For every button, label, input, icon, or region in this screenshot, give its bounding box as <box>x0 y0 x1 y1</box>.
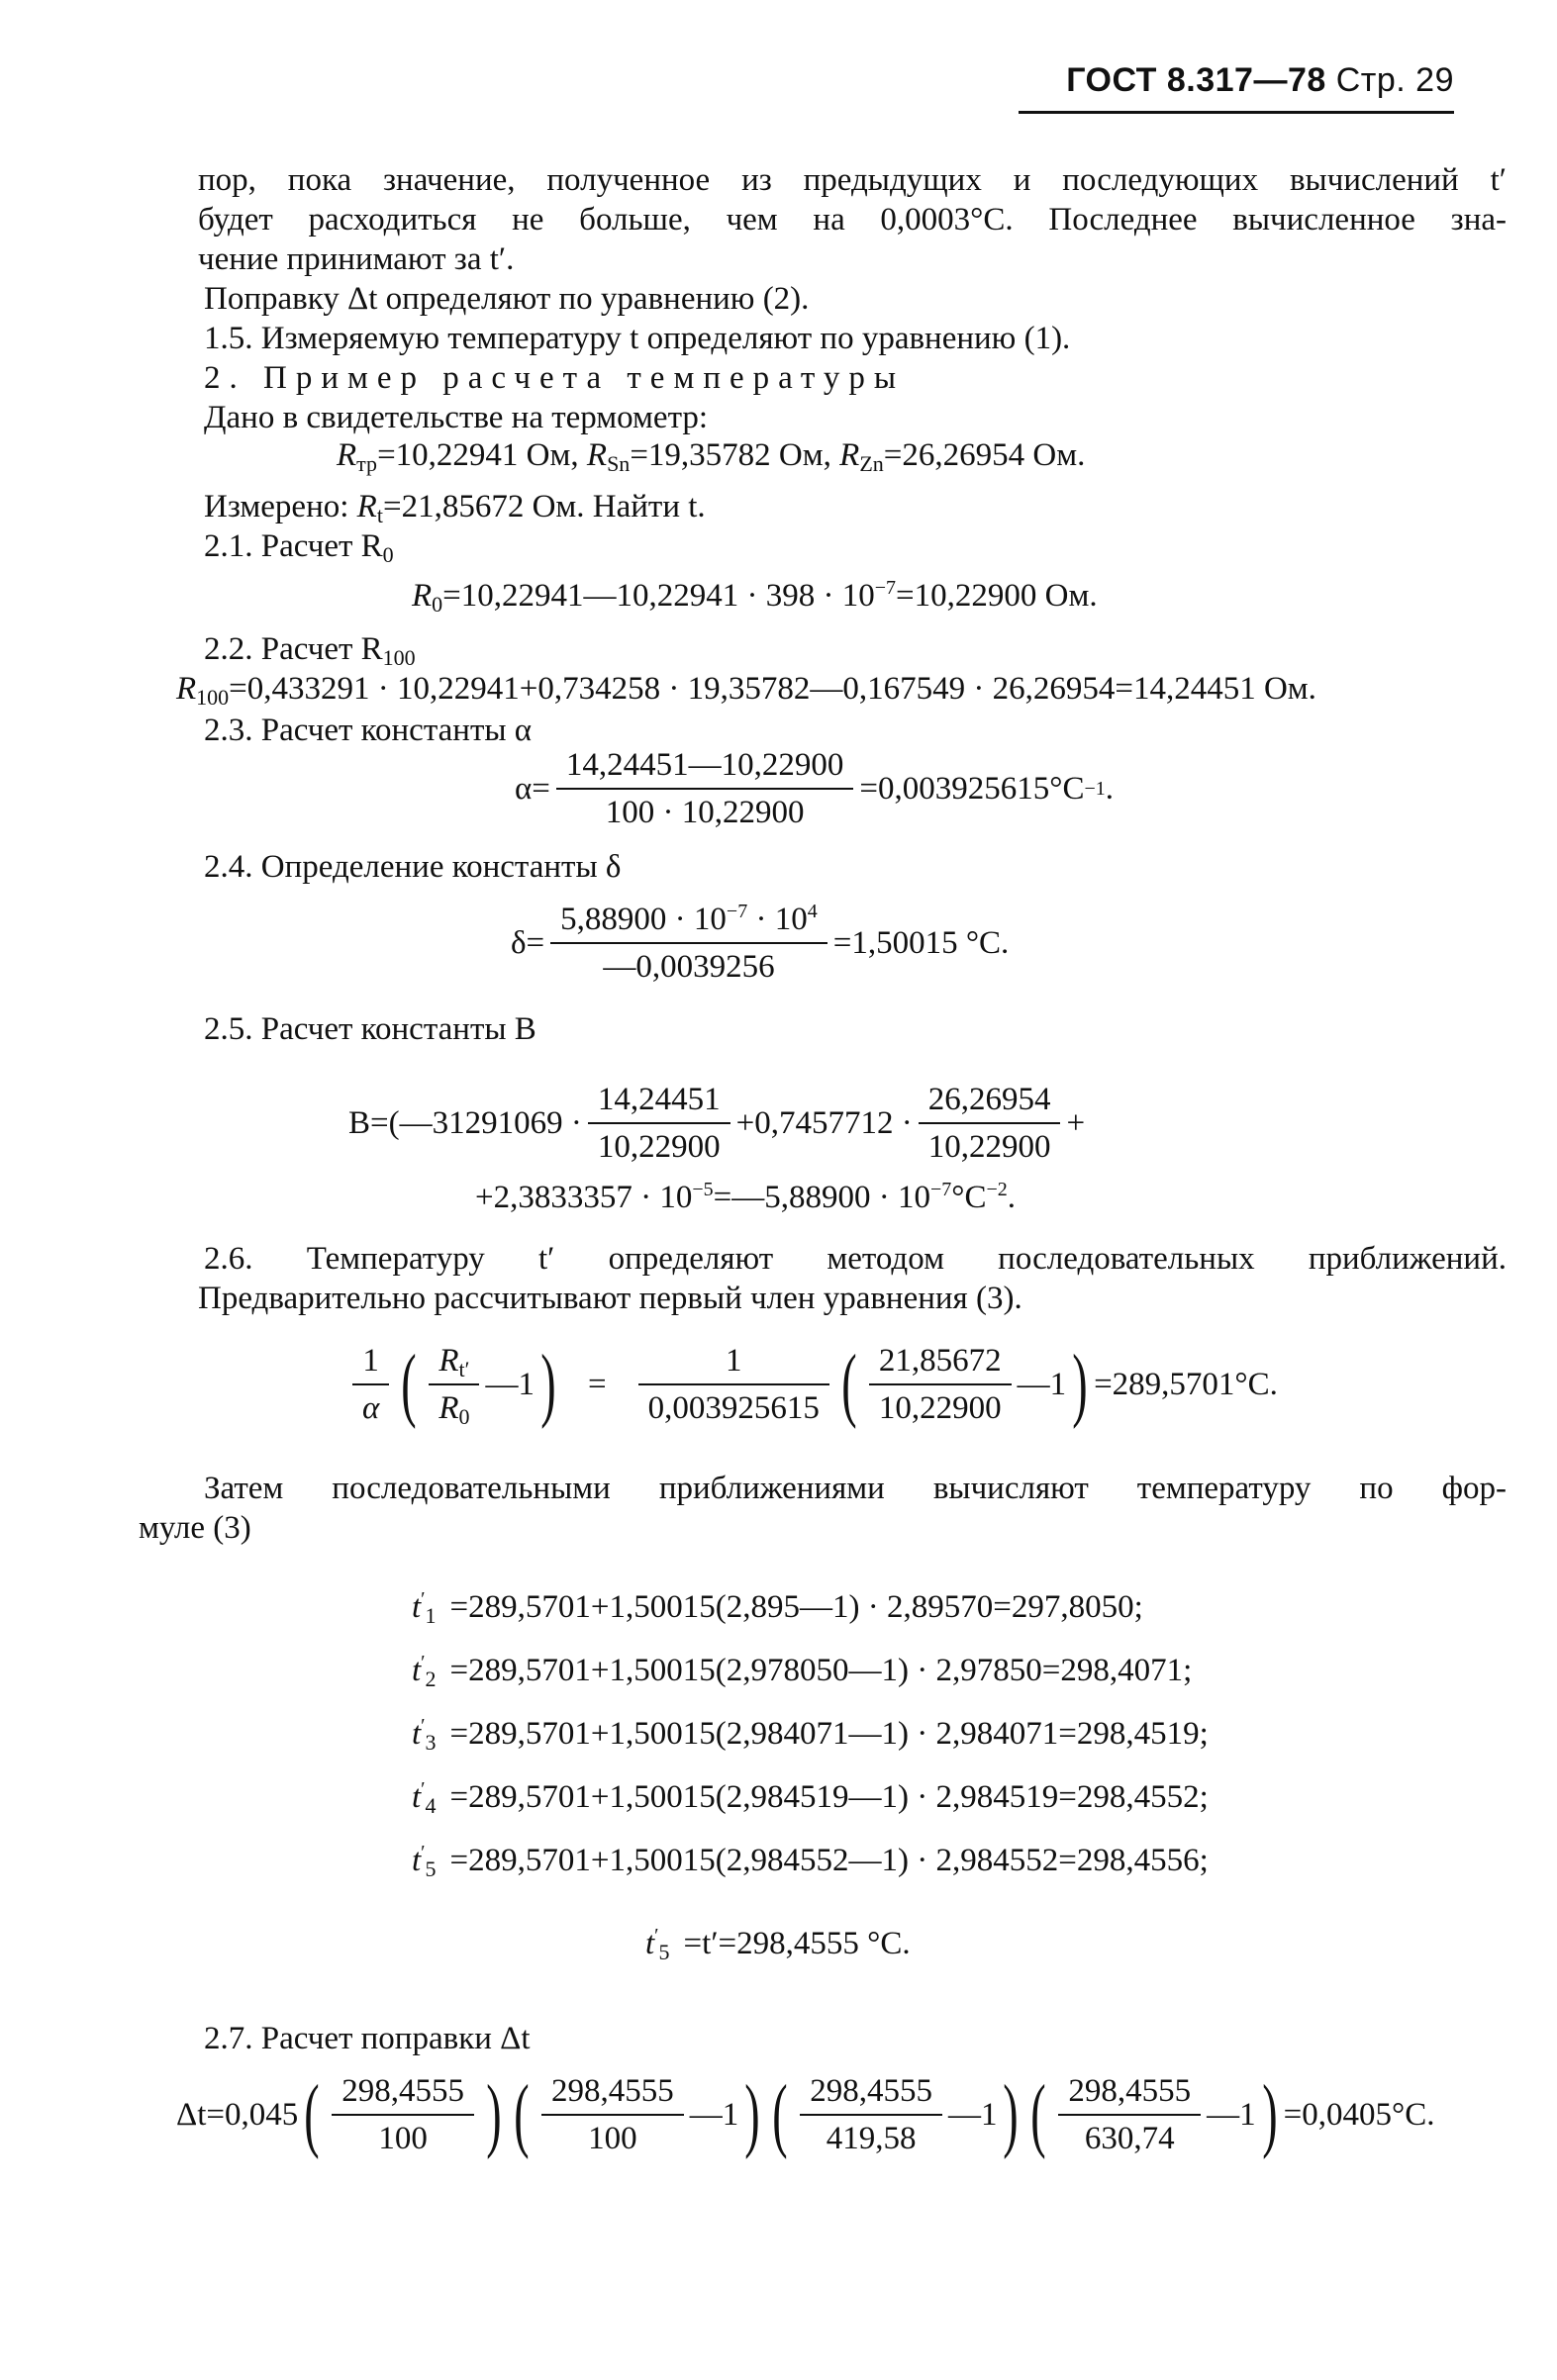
section-2-5-title: 2.5. Расчет константы B <box>204 1011 536 1047</box>
section-2-4-title: 2.4. Определение константы δ <box>204 849 622 885</box>
measured-values: Измерено: $R_t=21,85672$ Ом. Найти t. <box>204 489 706 527</box>
iteration-row: $t'_4$ =289,5701+1,50015(2,984519—1) · 2,984519=298,4552; <box>412 1778 1209 1818</box>
equation-b-line2: $+2,3833357 \cdot 10^{-5}=—5,88900 \cdot 10^{-7}^\circ С^{-2}$. <box>475 1179 1017 1215</box>
page-number: Стр. 29 <box>1335 61 1454 99</box>
section-2-1-title: 2.1. Расчет $R_0$ <box>204 528 394 567</box>
paragraph-line: Предварительно рассчитывают первый член уравнения (3). <box>198 1281 1022 1316</box>
standard-title: ГОСТ 8.317—78 <box>1066 61 1326 99</box>
equation-r100: $R_{100}=0,433291 \cdot 10,22941+0,734258$ · 19,35782—0,167549 · 26,26954=14,24451 Ом. <box>176 671 1316 710</box>
paragraph-line: Дано в свидетельстве на термометр: <box>204 400 709 435</box>
section-heading: 2. Пример расчета температуры <box>204 360 906 396</box>
equation-alpha: α= $\frac{14,24451—10,22900}{100 \cdot 10,22900}$ =0,003925615°С −1 . <box>515 744 1114 833</box>
paragraph-line: 1.5. Измеряемую температуру t определяют по уравнению (1). <box>204 321 1071 356</box>
page-header <box>1066 61 1454 100</box>
paragraph-line: чение принимают за t′. <box>198 241 515 277</box>
paragraph-line: Поправку Δt определяют по уравнению (2). <box>204 281 810 317</box>
section-2-7-title: 2.7. Расчет поправки Δt <box>204 2021 531 2056</box>
equation-first-term: $\frac{1}{\alpha}$ ( $\frac{R_{t'}}{R_0}$ —1 ) = $\frac{1}{0,003925615}$ ( $\frac{21,85672}{10,22900}$ —1 ) =289,5701°С. <box>346 1340 1278 1429</box>
equation-delta-t: Δt=0,045 ( $\frac{298,4555}{100}$ ) ( $\frac{298,4555}{100}$ —1 ) ( $\frac{298,4555}{419,58}$ —1 ) ( $\frac{298,4555}{630,74}$ —1 ) =0,0405°С. <box>176 2068 1435 2160</box>
paragraph-line: пор, пока значение, полученное из предыдущих и последующих вычислений t′ <box>198 162 1507 198</box>
final-result: $t'_5 =t'=298,4555$ °С. <box>645 1925 911 1964</box>
header-rule <box>1019 111 1454 114</box>
equation-delta: δ= $\frac{5,88900 \cdot 10^{-7} \cdot 10^4}{—0,0039256}$ =1,50015 °С. <box>511 901 1010 985</box>
given-values: $R_{тр}=10,22941$ Ом, $R_{Sn}=19,35782$ Ом, $R_{Zn}=26,26954$ Ом. <box>337 437 1086 476</box>
paragraph-line: Затем последовательными приближениями вычисляют температуру по фор- <box>204 1471 1507 1506</box>
iteration-row: $t'_5$ =289,5701+1,50015(2,984552—1) · 2,984552=298,4556; <box>412 1842 1209 1881</box>
paragraph-line: 2.6. Температуру t′ определяют методом последовательных приближений. <box>204 1241 1507 1277</box>
section-2-3-title: 2.3. Расчет константы α <box>204 713 533 748</box>
iteration-row: $t'_2$ =289,5701+1,50015(2,978050—1) · 2,97850=298,4071; <box>412 1652 1193 1691</box>
equation-r0: $R_0=10,22941—10,22941 \cdot 398 \cdot 10^{-7}=10,22900$ Ом. <box>412 577 1098 617</box>
paragraph-line: муле (3) <box>139 1510 251 1546</box>
iteration-row: $t'_3$ =289,5701+1,50015(2,984071—1) · 2,984071=298,4519; <box>412 1715 1209 1755</box>
section-2-2-title: 2.2. Расчет $R_{100}$ <box>204 631 416 670</box>
paragraph-line: будет расходиться не больше, чем на 0,0003°С. Последнее вычисленное зна- <box>198 202 1507 238</box>
iteration-row: $t'_1$ =289,5701+1,50015(2,895—1) · 2,89570=297,8050; <box>412 1588 1143 1628</box>
equation-b-line1: B=(—31291069 · $\frac{14,24451}{10,22900}$ +0,7457712 · $\frac{26,26954}{10,22900}$ + <box>348 1079 1085 1168</box>
